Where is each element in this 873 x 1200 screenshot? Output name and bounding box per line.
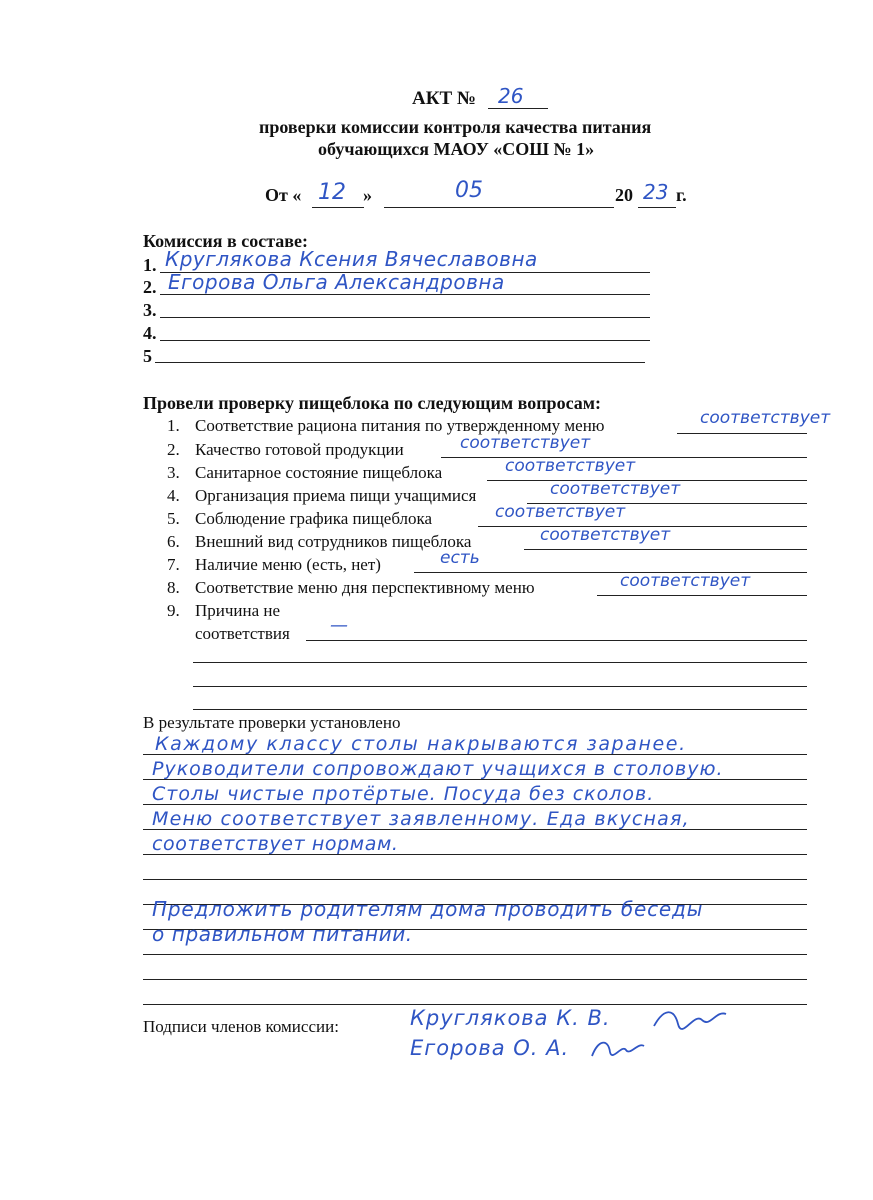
recommendation-line-1: Предложить родителям дома проводить беседы <box>152 897 704 921</box>
subtitle-line1: проверки комиссии контроля качества питания <box>259 117 652 137</box>
check-8-num: 8. <box>167 578 180 597</box>
check-1-answer: соответствует <box>700 408 831 428</box>
date-day-underline <box>312 207 364 208</box>
check-9-label-line2: соответствия <box>195 624 290 643</box>
check-9-answer: — <box>330 615 348 636</box>
check-2-label: Качество готовой продукции <box>195 440 404 459</box>
member-5-underline <box>155 362 645 363</box>
result-text-line-2: Руководители сопровождают учащихся в столовую. <box>152 758 724 780</box>
result-line <box>143 979 807 980</box>
member-3-underline <box>160 317 650 318</box>
check-8-label: Соответствие меню дня перспективному меню <box>195 578 535 597</box>
member-2-num: 2. <box>143 277 157 297</box>
check-8-underline <box>597 595 807 596</box>
act-number: 26 <box>498 84 524 108</box>
date-day: 12 <box>318 180 346 205</box>
member-3-num: 3. <box>143 300 157 320</box>
signature-2: Егорова О. А. <box>410 1036 570 1060</box>
check-2-answer: соответствует <box>460 433 591 453</box>
date-month-underline <box>384 207 614 208</box>
check-6-label: Внешний вид сотрудников пищеблока <box>195 532 472 551</box>
check-7-answer: есть <box>440 548 480 568</box>
check-1-label: Соответствие рациона питания по утвержденному меню <box>195 416 605 435</box>
check-5-answer: соответствует <box>495 502 626 522</box>
check-3-answer: соответствует <box>505 456 636 476</box>
check-5-label: Соблюдение графика пищеблока <box>195 509 433 528</box>
check-3-num: 3. <box>167 463 180 482</box>
date-year: 23 <box>643 180 669 204</box>
check-7-label: Наличие меню (есть, нет) <box>195 555 381 574</box>
check-9-extra-line <box>193 709 807 710</box>
check-4-label: Организация приема пищи учащимися <box>195 486 477 505</box>
signature-2-scribble <box>588 1034 648 1066</box>
subtitle-line2: обучающихся МАОУ «СОШ № 1» <box>318 139 595 159</box>
check-2-num: 2. <box>167 440 180 459</box>
date-year-underline <box>638 207 676 208</box>
result-heading: В результате проверки установлено <box>143 713 401 732</box>
date-month: 05 <box>455 178 483 203</box>
result-line <box>143 954 807 955</box>
member-4-underline <box>160 340 650 341</box>
date-year-suffix: г. <box>676 185 687 205</box>
check-5-num: 5. <box>167 509 180 528</box>
result-text-line-4: Меню соответствует заявленному. Еда вкусная, <box>152 808 690 830</box>
check-1-num: 1. <box>167 416 180 435</box>
check-9-extra-line <box>193 686 807 687</box>
check-6-num: 6. <box>167 532 180 551</box>
act-title-label: АКТ № <box>412 88 477 109</box>
signatures-label: Подписи членов комиссии: <box>143 1017 339 1036</box>
check-9-label-line1: Причина не <box>195 601 281 620</box>
member-2-underline <box>160 294 650 295</box>
member-2-name: Егорова Ольга Александровна <box>168 270 505 294</box>
result-line <box>143 879 807 880</box>
check-6-underline <box>524 549 807 550</box>
check-9-extra-line <box>193 662 807 663</box>
result-text-line-3: Столы чистые протёртые. Посуда без сколов. <box>152 783 655 805</box>
checks-heading: Провели проверку пищеблока по следующим вопросам: <box>143 393 602 413</box>
act-number-underline <box>488 108 548 109</box>
member-1-name: Круглякова Ксения Вячеславовна <box>165 247 538 271</box>
member-4-num: 4. <box>143 323 157 343</box>
check-9-underline <box>306 640 807 641</box>
check-7-num: 7. <box>167 555 180 574</box>
date-close-quote: » <box>363 185 372 205</box>
date-from-label: От « <box>265 185 302 205</box>
signature-1: Круглякова К. В. <box>410 1006 611 1030</box>
check-3-label: Санитарное состояние пищеблока <box>195 463 443 482</box>
recommendation-line-2: о правильном питании. <box>152 922 413 946</box>
commission-heading: Комиссия в составе: <box>143 231 308 251</box>
signature-1-scribble <box>650 1004 730 1034</box>
result-text-line-5: соответствует нормам. <box>152 833 399 855</box>
date-year-prefix: 20 <box>615 185 633 205</box>
check-6-answer: соответствует <box>540 525 671 545</box>
check-4-answer: соответствует <box>550 479 681 499</box>
member-1-num: 1. <box>143 255 157 275</box>
result-text-line-1: Каждому классу столы накрываются заранее. <box>155 733 687 755</box>
check-9-num: 9. <box>167 601 180 620</box>
check-1-underline <box>677 433 807 434</box>
check-4-num: 4. <box>167 486 180 505</box>
check-8-answer: соответствует <box>620 571 751 591</box>
member-5-num: 5 <box>143 346 152 366</box>
